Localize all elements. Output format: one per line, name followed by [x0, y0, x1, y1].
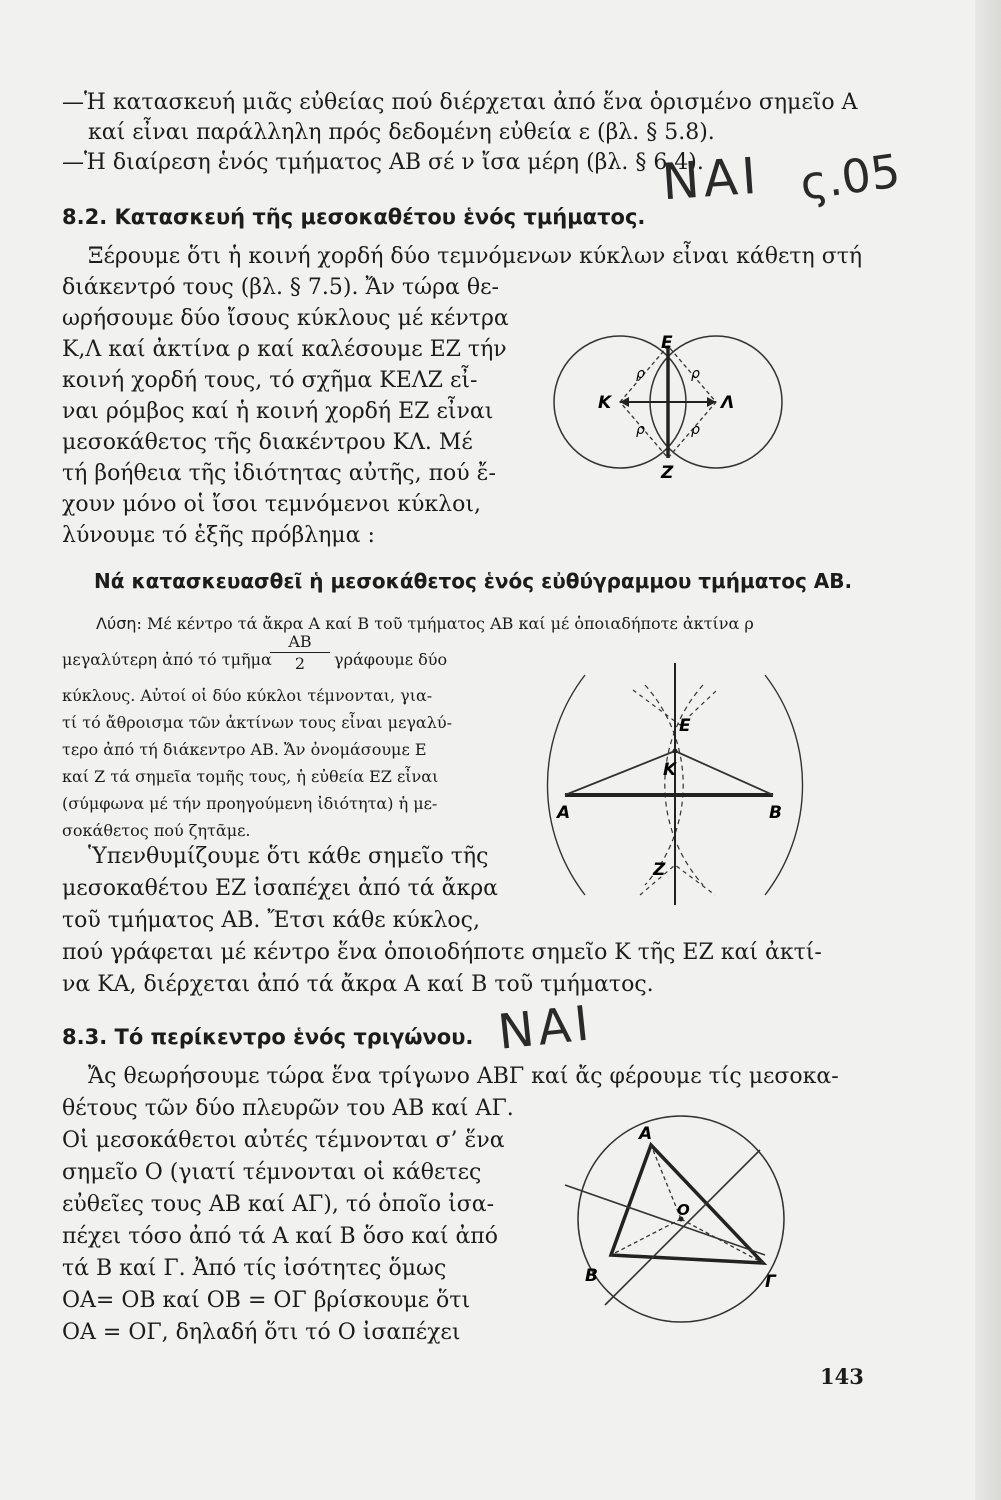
segment-og [681, 1219, 763, 1263]
s82-p1-line-7: μεσοκάθετος τῆς διακέντρου ΚΛ. Μέ [62, 430, 473, 455]
s82-p1-line-9: χουν μόνο οἱ ἴσοι τεμνόμενοι κύκλοι, [62, 492, 481, 517]
solution-line-1 [96, 612, 754, 636]
solution-line-8: σοκάθετος πού ζητᾶμε. [62, 821, 251, 840]
section-8-3-title: 8.3. Τό περίκεντρο ἑνός τριγώνου. [62, 1025, 474, 1049]
label-o: Ο [677, 1201, 690, 1219]
handwritten-note-yes: ΝΑΙ [660, 146, 763, 212]
page-edge-shadow [975, 0, 1001, 1500]
arc-left-outer [547, 675, 585, 895]
arc-right-inner [665, 685, 703, 885]
fraction-ab-over-2 [270, 632, 330, 673]
s82-p2-line-3: τοῦ τμήματος ΑΒ. Ἔτσι κάθε κύκλος, [62, 908, 480, 933]
section-8-2-title: 8.2. Κατασκευή τῆς μεσοκαθέτου ἑνός τμήματος. [62, 205, 646, 229]
label-b: Β [585, 1266, 598, 1286]
label-g: Γ [765, 1272, 776, 1292]
label-rho-1: ρ [636, 366, 645, 382]
arc-left-inner [645, 685, 683, 885]
handwritten-note-yes-2: ΝΑΙ [495, 995, 596, 1061]
s83-line-9: ΟΑ = ΟΓ, δηλαδή ὅτι τό Ο ἰσαπέχει [62, 1320, 461, 1345]
s82-p1-line-1: Ξέρουμε ὅτι ἡ κοινή χορδή δύο τεμνόμενων κύκλων εἶναι κάθετη στή [88, 244, 863, 269]
arc-intersection-bottom [640, 865, 715, 895]
arrow-l [707, 397, 716, 407]
s82-p1-line-10: λύνουμε τό ἑξῆς πρόβλημα : [62, 523, 375, 548]
solution-line-7: (σύμφωνα μέ τήν προηγούμενη ἰδιότητα) ἡ με- [62, 794, 438, 813]
s82-p2-line-2: μεσοκαθέτου ΕΖ ἰσαπέχει ἀπό τά ἄκρα [62, 876, 499, 901]
solution-line-2b: γράφουμε δύο [334, 650, 448, 669]
s83-line-1: Ἄς θεωρήσουμε τώρα ἕνα τρίγωνο ΑΒΓ καί ἄς φέρουμε τίς μεσοκα- [88, 1064, 839, 1089]
fraction-numerator: ΑΒ [288, 632, 312, 651]
solution-line-3: κύκλους. Αὐτοί οἱ δύο κύκλοι τέμνονται, για- [62, 686, 433, 705]
label-k: Κ [598, 393, 612, 413]
solution-label: Λύση [96, 614, 137, 633]
s82-p2-line-5: να ΚΑ, διέρχεται ἀπό τά ἄκρα Α καί Β τοῦ τμήματος. [62, 972, 654, 997]
s82-p1-line-5: κοινή χορδή τους, τό σχῆμα ΚΕΛΖ εἶ- [62, 368, 478, 393]
solution-line-5: τερο ἀπό τή διάκεντρο ΑΒ. Ἄν ὀνομάσουμε Ε [62, 740, 427, 759]
label-e: Ε [661, 333, 673, 353]
label-b: Β [769, 803, 782, 823]
s83-line-5: εὐθεῖες τους ΑΒ καί ΑΓ), τό ὁποῖο ἰσα- [62, 1192, 495, 1217]
intro-line-3: —Ἡ διαίρεση ἑνός τμήματος ΑΒ σέ ν ἴσα μέρη (βλ. § 6.4). [62, 150, 704, 175]
arrow-k [620, 397, 629, 407]
solution-line-2a: μεγαλύτερη ἀπό τό τμῆμα [62, 650, 272, 669]
page-number: 143 [820, 1364, 864, 1389]
arc-right-outer [765, 675, 803, 895]
figure-perpendicular-bisector [545, 655, 805, 915]
label-l: Λ [721, 393, 735, 413]
label-z: Ζ [653, 860, 666, 880]
label-a: Α [557, 803, 571, 823]
s82-p1-line-6: ναι ρόμβος καί ἡ κοινή χορδή ΕΖ εἶναι [62, 399, 494, 424]
label-e: Ε [679, 716, 691, 736]
label-k: Κ [663, 760, 677, 780]
s83-line-3: Οἱ μεσοκάθετοι αὐτές τέμνονται σ’ ἕνα [62, 1128, 505, 1153]
s83-line-6: πέχει τόσο ἀπό τά Α καί Β ὅσο καί ἀπό [62, 1224, 499, 1249]
s82-p2-line-1: Ὑπενθυμίζουμε ὅτι κάθε σημεῖο τῆς [88, 844, 489, 869]
segment-kb [675, 751, 773, 795]
intro-line-2: καί εἶναι παράλληλη πρός δεδομένη εὐθεία ε (βλ. § 5.8). [88, 120, 715, 145]
bisector-ag [605, 1150, 760, 1305]
s83-line-2: θέτους τῶν δύο πλευρῶν του ΑΒ καί ΑΓ. [62, 1096, 514, 1121]
problem-statement: Νά κατασκευασθεῖ ἡ μεσοκάθετος ἑνός εὐθύγραμμου τμήματος ΑΒ. [94, 569, 853, 593]
point-k [673, 749, 678, 754]
figure-circumcircle [545, 1115, 805, 1345]
label-rho-2: ρ [691, 366, 700, 382]
label-a: Α [639, 1124, 653, 1144]
label-rho-3: ρ [636, 422, 645, 438]
label-z: Ζ [661, 463, 674, 483]
solution-line-6: καί Ζ τά σημεῖα τομῆς τους, ἡ εὐθεία ΕΖ εἶναι [62, 767, 439, 786]
label-rho-4: ρ [691, 422, 700, 438]
s82-p1-line-4: Κ,Λ καί ἀκτίνα ρ καί καλέσουμε ΕΖ τήν [62, 337, 507, 362]
handwritten-note-number: ς.05 [796, 143, 904, 211]
s82-p2-line-4: πού γράφεται μέ κέντρο ἕνα ὁποιοδήποτε σημεῖο Κ τῆς ΕΖ καί ἀκτί- [62, 940, 822, 965]
fraction-denominator: 2 [294, 654, 306, 673]
solution-line-4: τί τό ἄθροισμα τῶν ἀκτίνων τους εἶναι μεγαλύ- [62, 713, 453, 732]
figure-two-circles [545, 322, 805, 482]
s82-p1-line-3: ωρήσουμε δύο ἴσους κύκλους μέ κέντρα [62, 306, 509, 331]
solution-text-1: : Μέ κέντρο τά ἄκρα Α καί Β τοῦ τμήματος ΑΒ καί μέ ὁποιαδήποτε ἀκτίνα ρ [136, 614, 754, 633]
fraction-bar [270, 652, 330, 653]
s83-line-8: ΟΑ= ΟΒ καί ΟΒ = ΟΓ βρίσκουμε ὅτι [62, 1288, 471, 1313]
s82-p1-line-2: διάκεντρό τους (βλ. § 7.5). Ἄν τώρα θε- [62, 275, 499, 300]
s82-p1-line-8: τή βοήθεια τῆς ἰδιότητας αὐτῆς, πού ἔ- [62, 461, 496, 486]
segment-ka [565, 751, 675, 795]
s83-line-7: τά Β καί Γ. Ἀπό τίς ἰσότητες ὅμως [62, 1256, 447, 1281]
intro-line-1: —Ἡ κατασκευή μιᾶς εὐθείας πού διέρχεται ἀπό ἕνα ὁρισμένο σημεῖο Α [62, 90, 858, 115]
s83-line-4: σημεῖο Ο (γιατί τέμνονται οἱ κάθετες [62, 1160, 482, 1185]
